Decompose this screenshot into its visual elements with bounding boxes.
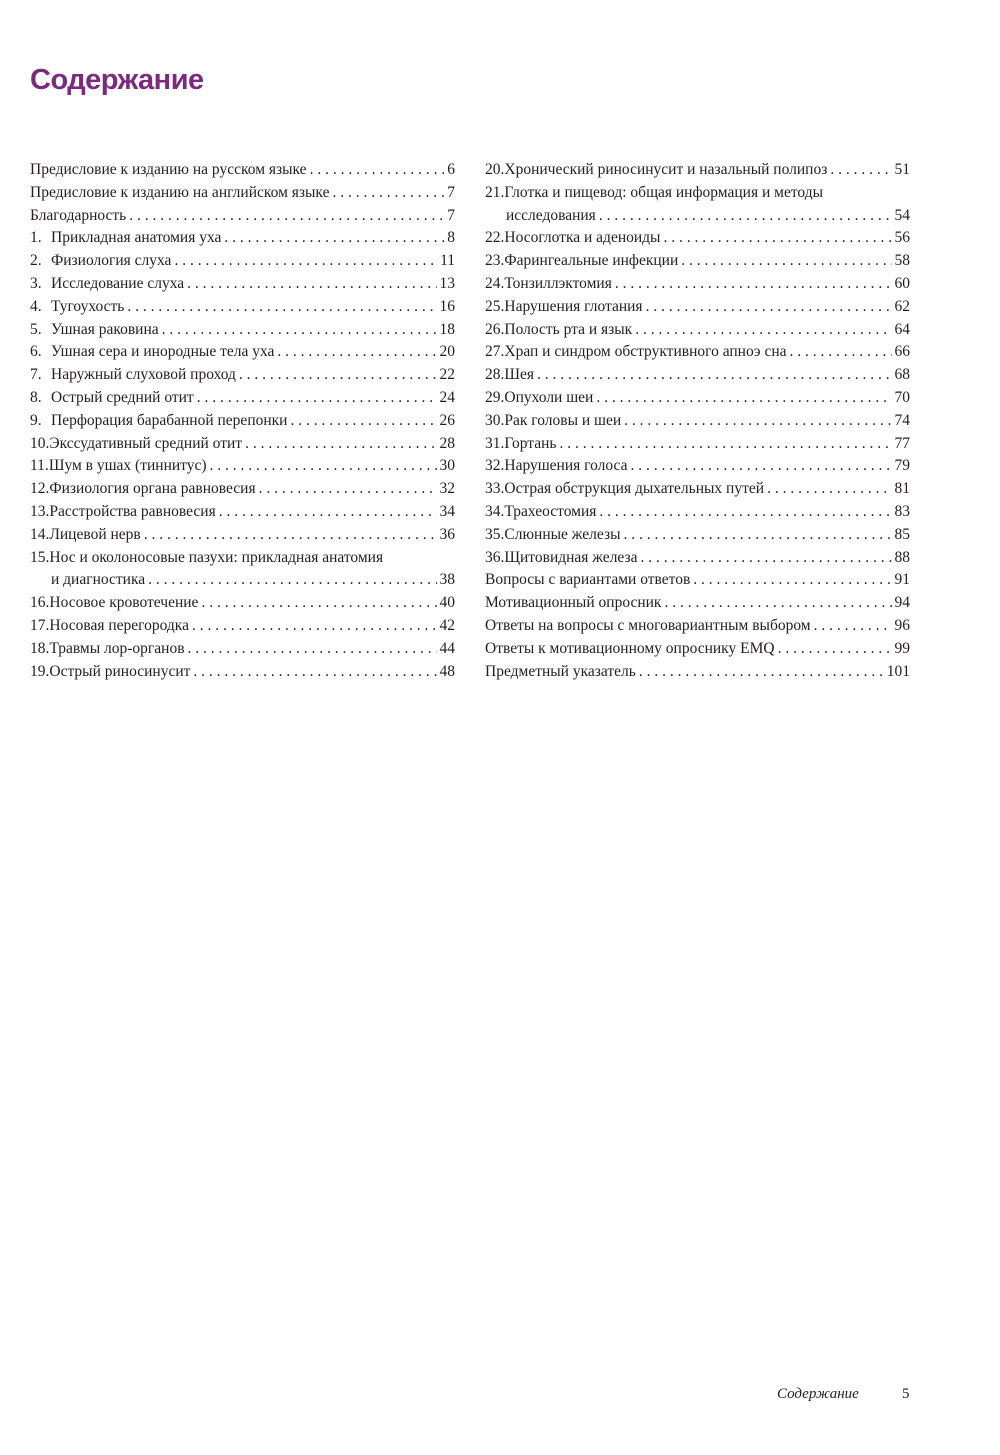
toc-entry-page: 58 [894, 252, 910, 270]
toc-leader-dots [332, 182, 444, 205]
toc-entry[interactable] [485, 592, 910, 615]
toc-entry-number: 6. [30, 343, 42, 361]
toc-entry-title: Ушная сера и инородные тела уха [51, 343, 275, 361]
toc-entry[interactable] [30, 159, 455, 182]
toc-entry-number: 14. [30, 525, 50, 543]
toc-entry-number: 20. [485, 161, 505, 178]
toc-leader-dots [224, 227, 444, 250]
toc-leader-dots [144, 524, 437, 547]
page-number: 5 [902, 1386, 910, 1402]
toc-entry-page: 99 [894, 639, 910, 657]
toc-entry-page: 64 [894, 320, 910, 338]
toc-entry-page: 32 [439, 480, 455, 498]
toc-entry[interactable] [485, 478, 910, 501]
toc-entry-number: 19. [30, 662, 50, 680]
toc-entry-number: 16. [30, 594, 50, 612]
toc-entry[interactable] [30, 364, 455, 387]
toc-entry-number: 7. [30, 366, 42, 384]
toc-entry[interactable] [30, 455, 455, 478]
toc-leader-dots [615, 273, 892, 296]
toc-entry-number: 27. [485, 343, 505, 361]
toc-entry-page: 48 [439, 662, 455, 680]
toc-entry[interactable] [485, 296, 910, 319]
toc-entry[interactable] [485, 524, 910, 547]
toc-entry[interactable] [485, 159, 910, 182]
toc-leader-dots [830, 159, 891, 182]
toc-entry-number: 28. [485, 366, 505, 384]
toc-entry-title: Травмы лор-органов [49, 639, 185, 657]
toc-entry-title: Трахеостомия [504, 502, 597, 520]
toc-entry-page: 68 [894, 366, 910, 384]
page-title: Содержание [30, 64, 204, 96]
toc-entry-title-first-line: Глотка и пищевод: общая информация и методы [504, 183, 823, 201]
toc-entry-title: Острый средний отит [51, 388, 194, 406]
toc-entry-number: 2. [30, 252, 42, 270]
toc-entry[interactable] [485, 455, 910, 478]
toc-entry-number: 34. [485, 502, 505, 520]
toc-entry-title: Физиология слуха [51, 252, 172, 270]
toc-entry-title: Нарушения глотания [504, 297, 643, 315]
toc-entry-number: 29. [485, 388, 505, 406]
toc-right-column [485, 159, 910, 683]
toc-entry-number: 13. [30, 502, 50, 520]
toc-entry-page: 34 [439, 502, 455, 520]
toc-entry-number: 15. [30, 548, 50, 566]
toc-leader-dots [239, 364, 437, 387]
toc-entry-title: Носовое кровотечение [49, 594, 199, 612]
toc-entry-title: Исследование слуха [51, 274, 185, 292]
toc-entry-page: 36 [439, 525, 455, 543]
toc-entry-number: 10. [30, 434, 50, 452]
toc-entry-page: 83 [894, 502, 910, 520]
toc-entry-number: 25. [485, 297, 505, 315]
toc-entry-page: 7 [447, 206, 455, 224]
toc-entry-number: 12. [30, 480, 50, 498]
toc-leader-dots [197, 387, 437, 410]
toc-leader-dots [245, 433, 436, 456]
toc-entry-page: 85 [894, 525, 910, 543]
toc-leader-dots [631, 455, 892, 478]
toc-entry-number: 30. [485, 411, 505, 429]
toc-entry-number: 31. [485, 434, 505, 452]
toc-leader-dots [599, 205, 892, 228]
toc-leader-dots [192, 615, 437, 638]
toc-entry-page: 94 [894, 594, 910, 612]
toc-entry-number: 11. [30, 457, 49, 475]
toc-leader-dots [290, 410, 436, 433]
toc-entry[interactable] [30, 296, 455, 319]
toc-entry[interactable] [30, 387, 455, 410]
toc-entry-title: Хронический риносинусит и назальный полипоз [504, 161, 828, 178]
toc-entry-page: 30 [439, 457, 455, 475]
toc-entry-title: Острый риносинусит [49, 662, 191, 680]
toc-entry-number: 32. [485, 457, 505, 475]
toc-entry[interactable] [485, 547, 910, 570]
toc-leader-dots [559, 433, 891, 456]
toc-entry-page: 11 [440, 252, 455, 270]
toc-entry[interactable] [30, 661, 455, 684]
toc-entry-title: Перфорация барабанной перепонки [51, 411, 288, 429]
toc-entry-page: 16 [439, 297, 455, 315]
toc-entry[interactable] [485, 182, 910, 228]
toc-entry-page: 22 [439, 366, 455, 384]
toc-entry[interactable] [30, 250, 455, 273]
toc-entry-number: 21. [485, 183, 505, 201]
toc-entry[interactable] [30, 205, 455, 228]
toc-leader-dots [129, 205, 444, 228]
toc-entry-page: 66 [894, 343, 910, 361]
toc-entry-page: 88 [894, 548, 910, 566]
toc-entry-title: Фарингеальные инфекции [504, 252, 679, 270]
toc-leader-dots [778, 638, 892, 661]
toc-entry-number: 33. [485, 480, 505, 498]
toc-entry-title: Наружный слуховой проход [51, 366, 236, 384]
toc-entry-title: Лицевой нерв [49, 525, 141, 543]
toc-entry-title: Ответы к мотивационному опроснику EMQ [485, 639, 775, 657]
toc-entry-number: 5. [30, 320, 42, 338]
toc-entry[interactable] [485, 501, 910, 524]
toc-leader-dots [790, 341, 892, 364]
toc-entry-title: Предметный указатель [485, 662, 636, 680]
toc-leader-dots [174, 250, 437, 273]
toc-entry-title: Носоглотка и аденоиды [504, 229, 661, 247]
toc-entry-page: 54 [894, 206, 910, 224]
toc-entry-page: 44 [439, 639, 455, 657]
toc-entry-title: Шум в ушах (тиннитус) [48, 457, 207, 475]
toc-entry-number: 4. [30, 297, 42, 315]
toc-leader-dots [767, 478, 891, 501]
toc-leader-dots [148, 569, 436, 592]
toc-left-column [30, 159, 455, 683]
toc-leader-dots [814, 615, 892, 638]
toc-leader-dots [310, 159, 445, 182]
toc-entry[interactable] [30, 410, 455, 433]
toc-entry[interactable] [485, 364, 910, 387]
toc-entry-title: Расстройства равновесия [49, 502, 216, 520]
toc-entry[interactable] [30, 638, 455, 661]
toc-entry-page: 62 [894, 297, 910, 315]
toc-entry-page: 26 [439, 411, 455, 429]
toc-entry-title: Ответы на вопросы с многовариантным выбором [485, 616, 811, 634]
toc-entry-page: 7 [447, 183, 455, 201]
toc-entry-number: 1. [30, 229, 42, 247]
toc-entry-title: Рак головы и шеи [504, 411, 622, 429]
toc-leader-dots [193, 661, 436, 684]
toc-leader-dots [599, 501, 891, 524]
toc-entry-page: 74 [894, 411, 910, 429]
toc-entry[interactable] [30, 524, 455, 547]
toc-entry-number: 9. [30, 411, 42, 429]
toc-leader-dots [663, 227, 891, 250]
toc-entry[interactable] [485, 433, 910, 456]
toc-leader-dots [624, 524, 892, 547]
toc-entry-title: Полость рта и язык [504, 320, 633, 338]
toc-entry-page: 6 [447, 161, 455, 178]
toc-leader-dots [188, 638, 437, 661]
toc-entry-number: 26. [485, 320, 505, 338]
toc-entry-page: 8 [447, 229, 455, 247]
toc-entry[interactable] [485, 227, 910, 250]
toc-entry-number: 24. [485, 274, 505, 292]
toc-entry[interactable] [30, 433, 455, 456]
toc-entry-title: Шея [504, 366, 535, 384]
toc-entry[interactable] [30, 478, 455, 501]
toc-leader-dots [624, 410, 891, 433]
toc-entry[interactable] [485, 319, 910, 342]
toc-entry-title: Тонзиллэктомия [504, 274, 612, 292]
toc-entry-number: 22. [485, 229, 505, 247]
toc-leader-dots [210, 455, 437, 478]
toc-entry-number: 36. [485, 548, 505, 566]
toc-entry-page: 81 [894, 480, 910, 498]
toc-entry-number: 8. [30, 388, 42, 406]
toc-leader-dots [664, 592, 891, 615]
toc-entry[interactable] [485, 250, 910, 273]
toc-entry[interactable] [30, 273, 455, 296]
toc-leader-dots [641, 547, 892, 570]
toc-entry-page: 20 [439, 343, 455, 361]
toc-leader-dots [127, 296, 436, 319]
toc-entry-number: 17. [30, 616, 50, 634]
toc-entry-title: и диагностика [51, 571, 146, 589]
toc-entry-page: 56 [894, 229, 910, 247]
toc-entry-title-first-line: Нос и околоносовые пазухи: прикладная анатомия [49, 548, 384, 566]
toc-entry-title: Прикладная анатомия уха [51, 229, 222, 247]
toc-leader-dots [681, 250, 891, 273]
toc-entry-title: Острая обструкция дыхательных путей [504, 480, 765, 498]
toc-entry[interactable] [485, 661, 910, 684]
toc-entry-page: 13 [439, 274, 455, 292]
toc-leader-dots [201, 592, 436, 615]
toc-entry-title: Носовая перегородка [49, 616, 189, 634]
toc-entry-title: Мотивационный опросник [485, 594, 662, 612]
toc-entry-title: Слюнные железы [504, 525, 621, 543]
toc-entry[interactable] [485, 341, 910, 364]
toc-leader-dots [635, 319, 891, 342]
toc-entry[interactable] [485, 569, 910, 592]
toc-entry[interactable] [485, 615, 910, 638]
toc-entry[interactable] [485, 273, 910, 296]
toc-leader-dots [646, 296, 892, 319]
toc-leader-dots [537, 364, 891, 387]
toc-entry-page: 38 [439, 571, 455, 589]
toc-leader-dots [219, 501, 437, 524]
toc-entry-page: 91 [894, 571, 910, 589]
toc-entry-page: 28 [439, 434, 455, 452]
toc-entry-title: Предисловие к изданию на английском языке [30, 183, 330, 201]
toc-entry-number: 3. [30, 274, 42, 292]
toc-entry-title: Экссудативный средний отит [49, 434, 243, 452]
toc-entry-title: Благодарность [30, 206, 127, 224]
toc-entry-number: 23. [485, 252, 505, 270]
toc-entry-number: 18. [30, 639, 50, 657]
toc-entry-title: Нарушения голоса [504, 457, 628, 475]
toc-entry-page: 70 [894, 388, 910, 406]
toc-entry[interactable] [30, 501, 455, 524]
toc-entry-page: 24 [439, 388, 455, 406]
toc-entry-title: Ушная раковина [51, 320, 159, 338]
toc-entry-page: 18 [439, 320, 455, 338]
toc-entry-title: Гортань [504, 434, 557, 452]
toc-leader-dots [639, 661, 884, 684]
toc-leader-dots [259, 478, 437, 501]
toc-entry[interactable] [30, 182, 455, 205]
toc-entry-title: Физиология органа равновесия [49, 480, 256, 498]
toc-entry[interactable] [30, 547, 455, 593]
toc-entry[interactable] [30, 319, 455, 342]
toc-entry[interactable] [30, 341, 455, 364]
toc-entry-page: 79 [894, 457, 910, 475]
toc-entry-title: Щитовидная железа [504, 548, 638, 566]
toc-leader-dots [277, 341, 436, 364]
toc-entry[interactable] [485, 410, 910, 433]
toc-leader-dots [187, 273, 436, 296]
running-footer-label: Содержание [777, 1386, 859, 1402]
toc-entry[interactable] [30, 615, 455, 638]
toc-leader-dots [693, 569, 891, 592]
toc-entry[interactable] [30, 227, 455, 250]
toc-entry-title: Храп и синдром обструктивного апноэ сна [504, 343, 787, 361]
toc-entry[interactable] [30, 592, 455, 615]
toc-entry[interactable] [485, 387, 910, 410]
toc-entry-page: 101 [886, 662, 910, 680]
toc-entry-title: Предисловие к изданию на русском языке [30, 161, 307, 178]
toc-entry-page: 77 [894, 434, 910, 452]
toc-entry-number: 35. [485, 525, 505, 543]
toc-entry[interactable] [485, 638, 910, 661]
toc-leader-dots [596, 387, 891, 410]
toc-entry-title: исследования [506, 206, 596, 224]
toc-entry-title: Опухоли шеи [504, 388, 594, 406]
toc-entry-page: 96 [894, 616, 910, 634]
toc-entry-page: 40 [439, 594, 455, 612]
toc-leader-dots [162, 319, 437, 342]
toc-entry-page: 60 [894, 274, 910, 292]
toc-entry-page: 42 [439, 616, 455, 634]
toc-entry-title: Тугоухость [51, 297, 125, 315]
toc-entry-page: 51 [894, 161, 910, 178]
toc-entry-title: Вопросы с вариантами ответов [485, 571, 691, 589]
